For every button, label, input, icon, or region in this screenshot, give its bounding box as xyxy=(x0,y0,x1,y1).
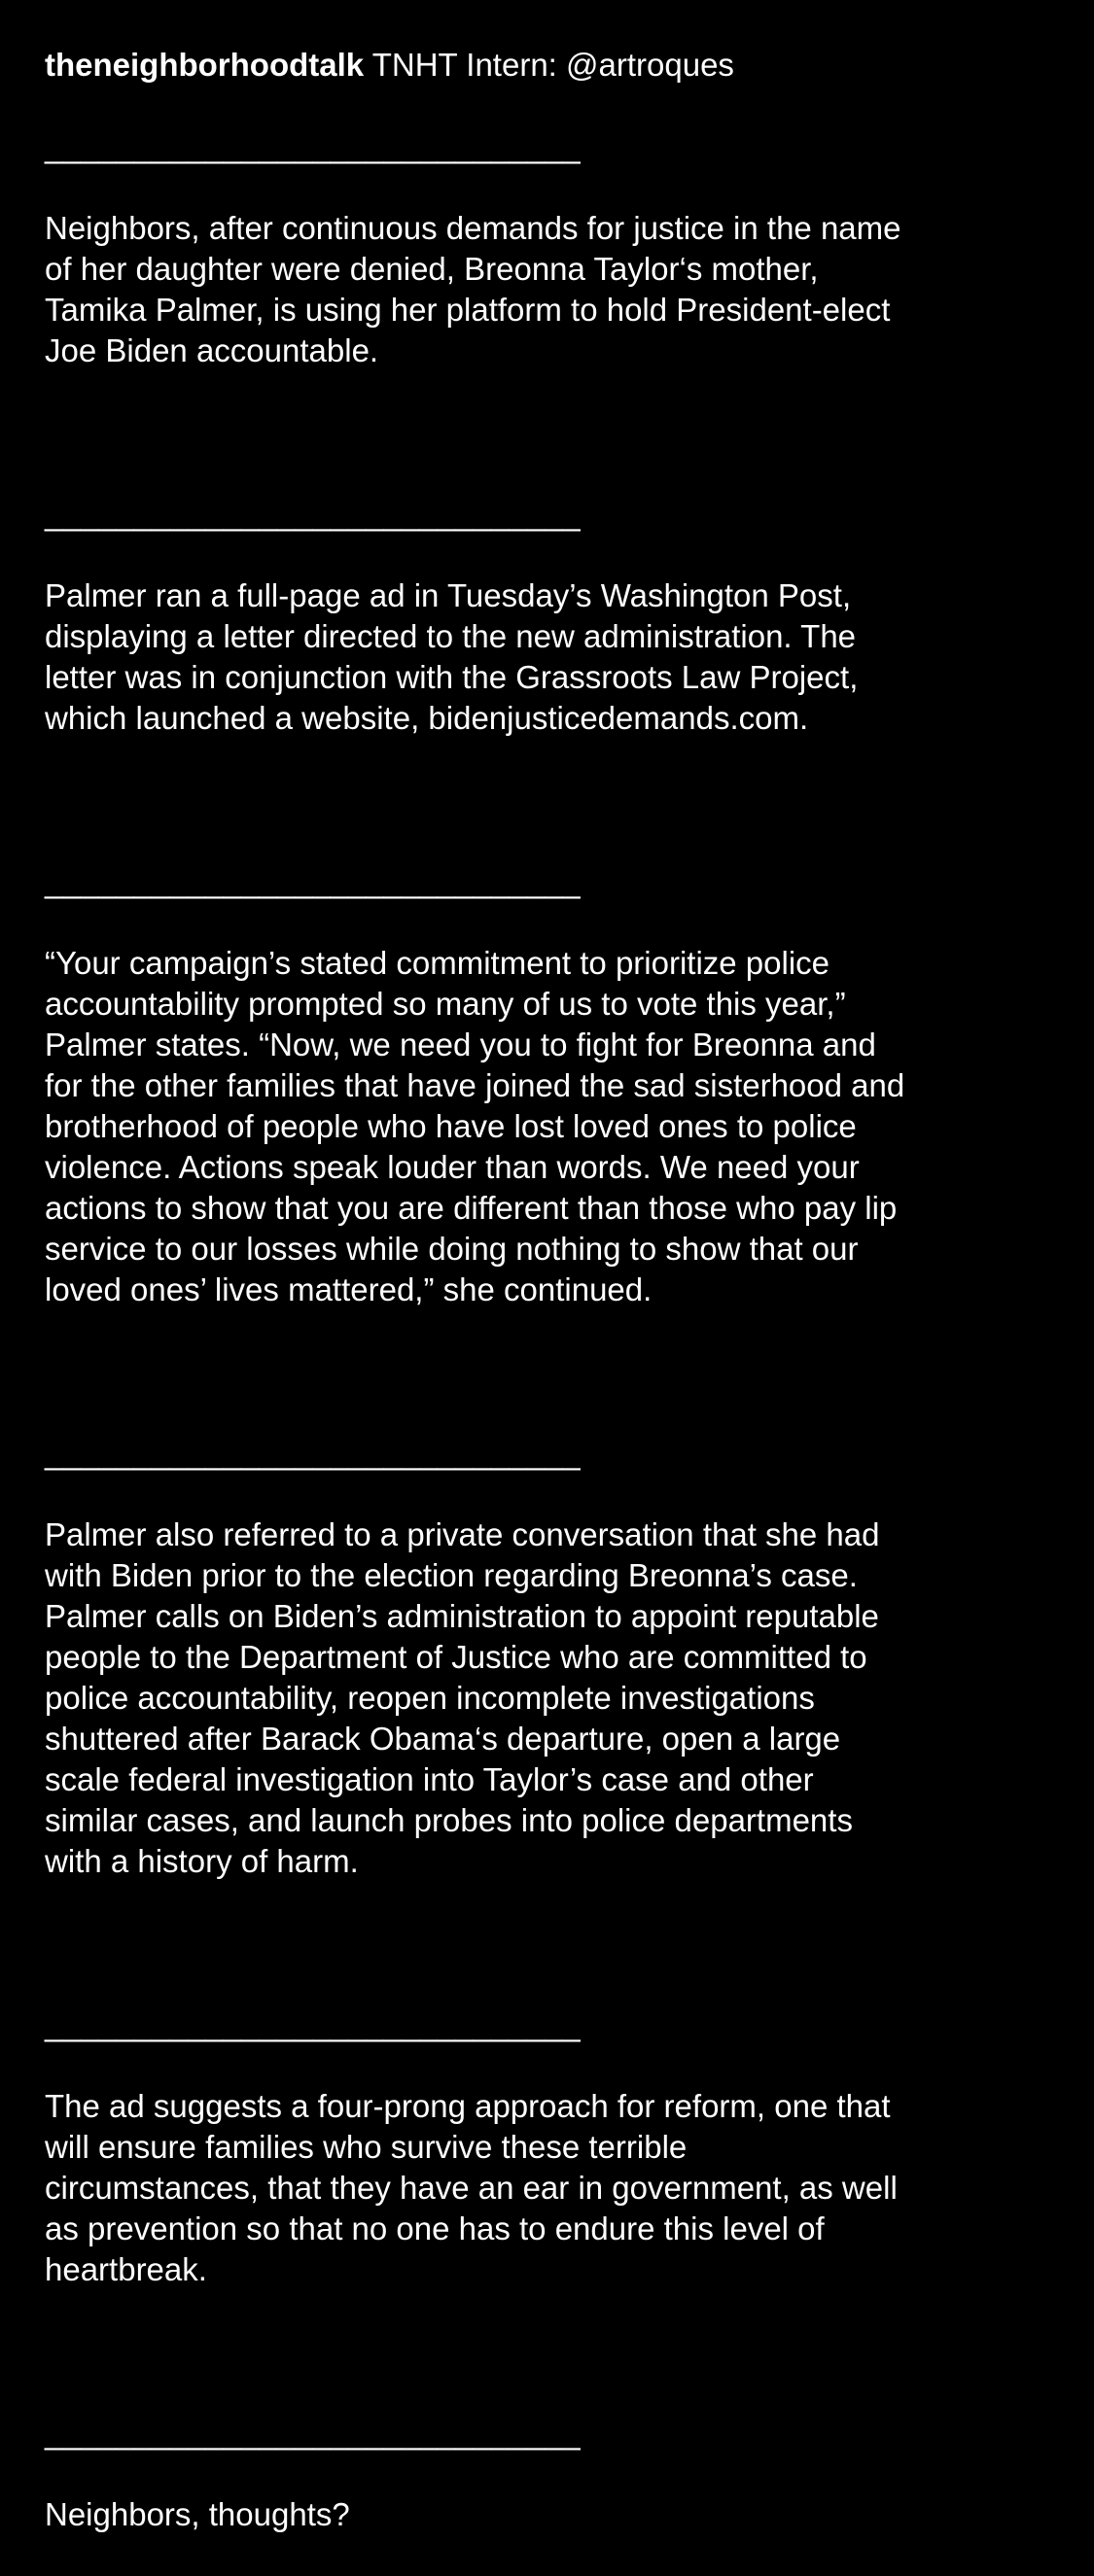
divider-6: ______________________________ xyxy=(45,2415,581,2451)
divider-1: ______________________________ xyxy=(45,128,581,164)
divider-2: ______________________________ xyxy=(45,496,581,532)
paragraph-ad: Palmer ran a full-page ad in Tuesday’s Washington Post, displaying a letter directed to the new administration. The letter was in conjunction with the Grassroots Law Project, which launched a website, bidenjusticedemands.com. xyxy=(45,577,859,736)
divider-5: ______________________________ xyxy=(45,2006,581,2042)
post-caption xyxy=(45,0,1085,2576)
divider-3: ______________________________ xyxy=(45,863,581,899)
paragraph-reform: The ad suggests a four-prong approach for reform, one that will ensure families who survive these terrible circumstances, that they have an ear in government, as well as prevention so that no one has to endure this level of heartbreak. xyxy=(45,2088,898,2287)
closing-question: Neighbors, thoughts? xyxy=(45,2496,350,2532)
username-link[interactable]: theneighborhoodtalk xyxy=(45,47,365,83)
paragraph-intro: Neighbors, after continuous demands for justice in the name of her daughter were denied, Breonna Taylor‘s mother, Tamika Palmer, is using her platform to hold President-elect Joe Biden accountable. xyxy=(45,210,901,368)
caption-header xyxy=(45,41,1085,86)
paragraph-quote: “Your campaign’s stated commitment to prioritize police accountability prompted so many of us to vote this year,” Palmer states. “Now, we need you to fight for Breonna and for the other families that have joined the sad sisterhood and brotherhood of people who have lost loved ones to police violence. Actions speak louder than words. We need your actions to show that you are different than those who pay lip service to our losses while doing nothing to show that our loved ones’ lives mattered,” she continued. xyxy=(45,945,905,1307)
intern-credit: TNHT Intern: @artroques xyxy=(371,47,734,83)
divider-4: ______________________________ xyxy=(45,1435,581,1471)
paragraph-conversation: Palmer also referred to a private conversation that she had with Biden prior to the election regarding Breonna’s case. Palmer calls on Biden’s administration to appoint reputable people to the Department of Justice who are committed to police accountability, reopen incomplete investigations shuttered after Barack Obama‘s departure, open a large scale federal investigation into Taylor’s case and other similar cases, and launch probes into police departments with a history of harm. xyxy=(45,1516,880,1879)
